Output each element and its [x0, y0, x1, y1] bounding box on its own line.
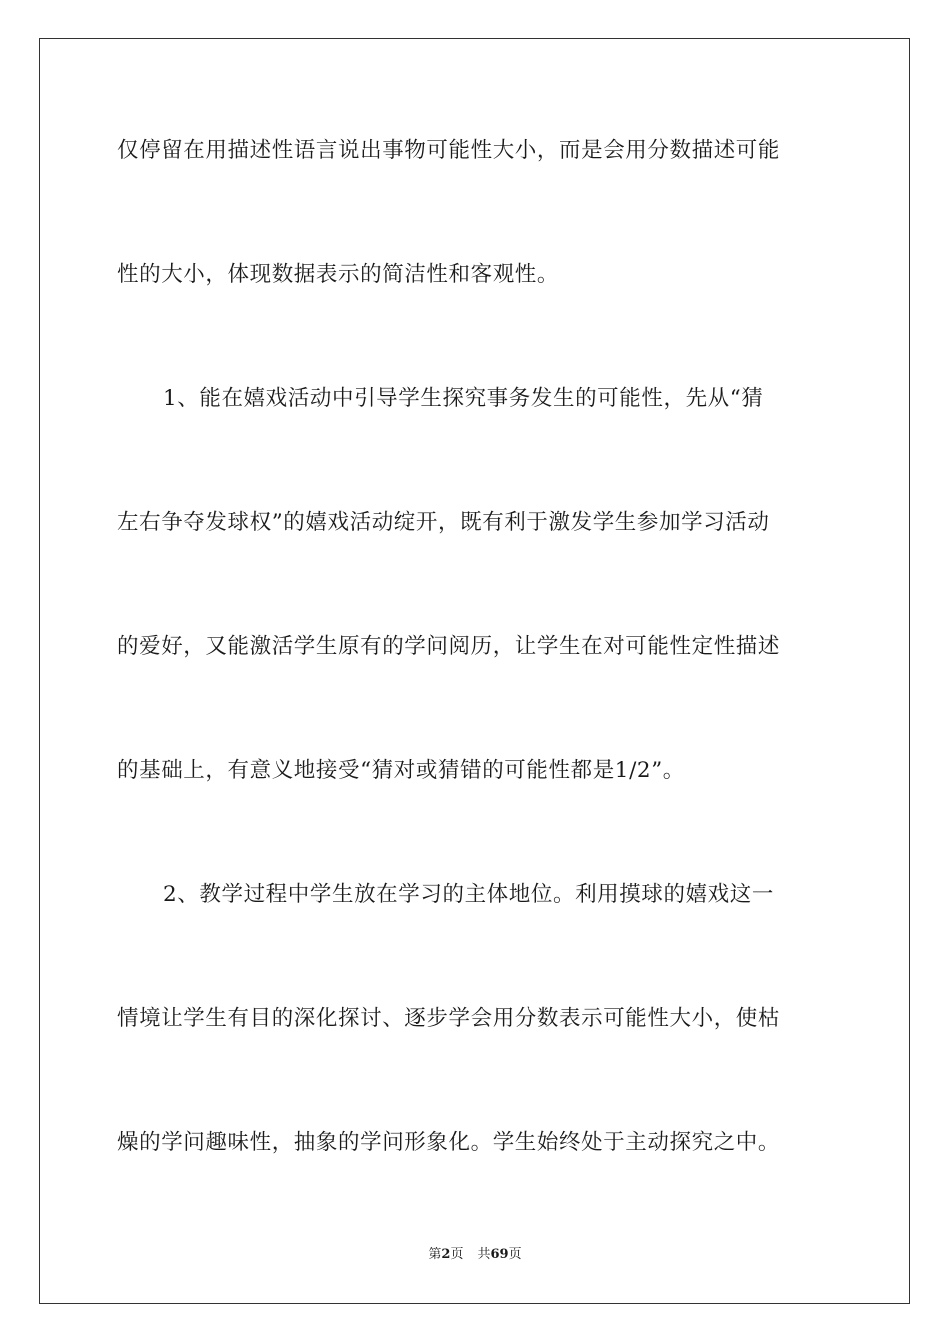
page-number: 2	[441, 1247, 451, 1262]
total-prefix: 共	[477, 1247, 491, 1262]
paragraph-line-6: 的基础上，有意义地接受“猜对或猜错的可能性都是1/2”。	[117, 758, 685, 783]
paragraph-line-8: 情境让学生有目的深化探讨、逐步学会用分数表示可能性大小，使枯	[117, 1006, 781, 1031]
paragraph-line-1: 仅停留在用描述性语言说出事物可能性大小，而是会用分数描述可能	[117, 138, 781, 163]
paragraph-line-7: 2、教学过程中学生放在学习的主体地位。利用摸球的嬉戏这一	[163, 882, 774, 907]
paragraph-line-9: 燥的学问趣味性，抽象的学问形象化。学生始终处于主动探究之中。	[117, 1130, 781, 1155]
total-pages: 69	[490, 1247, 509, 1262]
paragraph-line-4: 左右争夺发球权”的嬉戏活动绽开，既有利于激发学生参加学习活动	[117, 510, 770, 535]
paragraph-line-2: 性的大小，体现数据表示的简洁性和客观性。	[117, 262, 560, 287]
page-suffix: 页	[450, 1247, 464, 1262]
page-border	[39, 38, 910, 1304]
paragraph-line-3: 1、能在嬉戏活动中引导学生探究事务发生的可能性，先从“猜	[163, 386, 764, 411]
paragraph-line-5: 的爱好，又能激活学生原有的学问阅历，让学生在对可能性定性描述	[117, 634, 781, 659]
total-suffix: 页	[508, 1247, 522, 1262]
page-prefix: 第	[428, 1247, 442, 1262]
page-footer	[0, 1246, 950, 1264]
